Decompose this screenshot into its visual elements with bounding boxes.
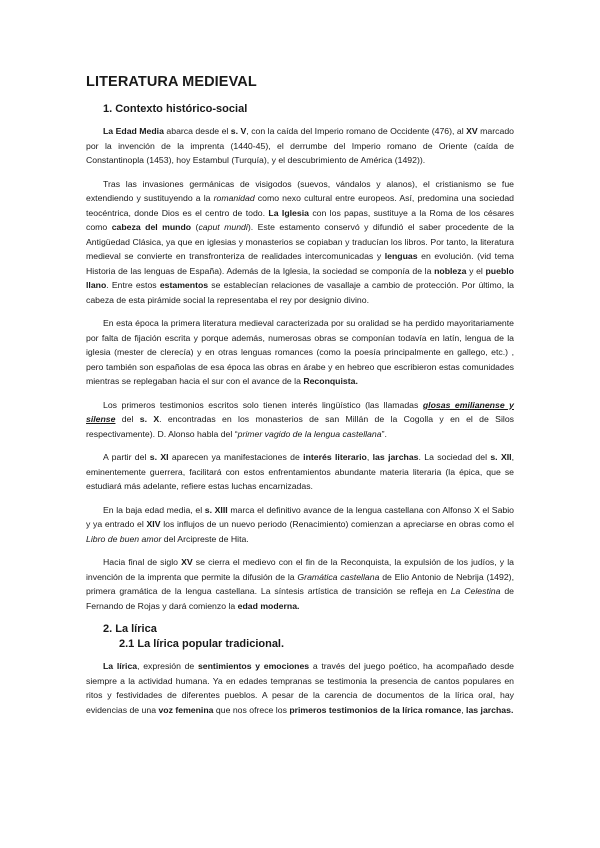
text: , [366,452,373,462]
text: , expresión de [137,661,198,671]
text: de Fernando de Rojas y dará comienzo la [86,586,515,611]
bold-term: La Edad Media [103,126,164,136]
text: En la baja edad media, el [103,504,205,515]
text: . encontradas en los monasterios de san Millán de la Cogolla y en el de Silos respectivamente). D. Alonso habla del “ [86,414,515,439]
paragraph-edad-media [86,124,514,168]
bold-term: las jarchas [372,452,419,462]
text: . Entre estos [106,280,160,290]
bold-term: s. XII [490,452,512,462]
bold-term: lenguas [384,251,418,261]
section-heading-lirica: 2. La lírica [103,623,157,635]
bold-term: las jarchas. [466,704,514,715]
text: como nexo cultural entre europeos. Así, predomina una sociedad teocéntrica, donde Dios es el centro de todo. [86,193,514,218]
bold-term: La Iglesia [268,207,309,218]
paragraph-lirica [86,659,514,717]
bold-term: XV [181,557,193,567]
text: se establecían relaciones de vasallaje a cambio de protección. Por último, la cabeza de esta pirámide social la representaba el rey por designio divino. [86,280,514,305]
paragraph-siglo-xi [86,450,514,494]
text: los influjos de un nuevo periodo (Renacimiento) comienzan a apreciarse en obras como el [160,519,514,529]
bold-term: s. V [230,126,247,136]
section-heading-context: 1. Contexto histórico-social [103,103,248,115]
text: . La sociedad del [418,452,491,462]
paragraph-invasiones [86,177,514,308]
text: a través del juego poético, ha acompañado desde siempre a la actividad humana. Ya en edades tempranas se testimonia la presencia de cantos populares en ritos y festividades de diferentes pueblos. A pesar de la carencia de documentos de la lírica oral, hay evidencias de una [86,661,514,715]
bold-term: pueblo llano [86,265,514,290]
bold-term: s. XIII [204,504,228,515]
bold-term: nobleza [434,265,467,276]
bold-term: XV [466,126,478,136]
text: y el [466,265,486,276]
text: del [115,414,140,424]
text: con los papas, sustituye a la Roma de los césares como [86,207,514,232]
italic-term: primer vagido de la lengua castellana [237,428,382,439]
text: ). Este estamento conservó y difundió el saber procedente de la Antigüedad Clásica, ya que en iglesias y monasterios se copiaban y traducían los libros. Por tanto, la literatura medieval se convierte en transfronteriza de realidades intercomunicadas y [86,222,515,261]
text: , con la caída del Imperio romano de Occidente (476), al [246,126,467,136]
text: marca el definitivo avance de la lengua castellana con Alfonso X el Sabio y ya entrado el [86,504,514,529]
text: Hacia final de siglo [103,557,182,567]
text: , [461,704,467,715]
italic-term: La Celestina [450,586,501,596]
bold-term: interés literario [303,452,367,462]
subsection-heading-lirica-popular: 2.1 La lírica popular tradicional. [119,638,285,650]
italic-term: caput mundi [198,222,248,232]
bold-term: estamentos [159,280,209,290]
bold-term: La lírica [103,661,138,671]
text: ”. [381,428,387,439]
document-title: LITERATURA MEDIEVAL [86,74,257,90]
text: , eminentemente guerrera, facilitará con estos enfrentamientos abundante materia literaria (la épica, que se estudiará más adelante, refiere estas luchas encarnizadas. [86,452,514,491]
text: A partir del [103,452,150,462]
text: ( [191,222,199,232]
text: aparecen ya manifestaciones de [168,452,304,462]
text: de Elio Antonio de Nebrija (1492), primera gramática de la lengua castellana. La síntesis artística de transición se refleja en [86,571,514,596]
bold-term: primeros testimonios de la lírica romance [289,704,462,715]
bold-term: cabeza del mundo [111,222,192,232]
italic-term: romanidad [213,193,255,203]
bold-underlined-term: glosas emilianense y silense [86,399,514,424]
paragraph-oralidad [86,316,514,389]
bold-term: s. X [139,414,160,424]
paragraph-siglo-xv [86,555,514,613]
text: en evolución. (vid tema Historia de las lenguas de España). Además de la Iglesia, la sociedad se componía de la [86,251,514,276]
paragraph-testimonios [86,398,514,442]
text: marcado por la invención de la imprenta (1440-45), el derrumbe del Imperio romano de Oriente (caída de Constantinopla (1453), hoy Estambul (Turquía), y el descubrimiento de América (1492)). [86,126,514,165]
bold-term: Reconquista. [303,376,358,386]
paragraph-baja-edad-media [86,503,514,547]
bold-term: XIV [146,519,161,529]
italic-term: Gramática castellana [297,571,380,582]
text: En esta época la primera literatura medieval caracterizada por su oralidad se ha perdido mayoritariamente por falta de fijación escrita y porque además, numerosas obras se componían todavía en latín, lengua de la iglesia (mester de clerecía) y en otras lenguas romances (como la poesía principalmente en gallego, etc.) , pero también son españolas de esa época las obras en árabe y en hebreo que escribieron estas comunidades mientras se replegaban hacia el sur con el avance de la [86,318,514,386]
text: Los primeros testimonios escritos solo tienen interés lingüístico (las llamadas [103,399,423,410]
bold-term: edad moderna. [237,600,300,611]
bold-term: s. XI [149,452,169,462]
bold-term: sentimientos y emociones [197,661,310,671]
text: del Arcipreste de Hita. [161,533,249,544]
text: se cierra el medievo con el fin de la Reconquista, la expulsión de los judíos, y la invención de la imprenta que permite la difusión de la [86,557,514,582]
text: Tras las invasiones germánicas de visigodos (suevos, vándalos y alanos), el cristianismo se fue extendiendo y sustituyendo a la [86,178,514,203]
bold-term: voz femenina [158,704,214,715]
italic-term: Libro de buen amor [86,533,162,544]
text: que nos ofrece los [213,704,290,715]
text: abarca desde el [163,126,231,136]
